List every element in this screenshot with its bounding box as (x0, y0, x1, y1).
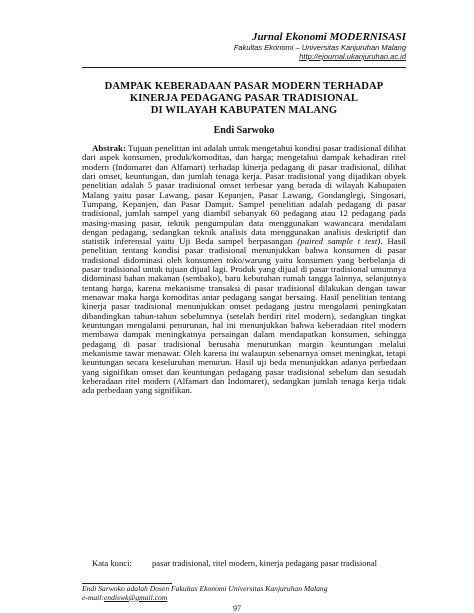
footnote-line-2 (82, 594, 406, 603)
keywords-text: pasar tradisional, ritel modern, kinerja pedagang pasar tradisional (152, 558, 378, 568)
footnote-email-link[interactable]: endiswk@gmail.com (103, 592, 168, 602)
keywords (82, 558, 406, 568)
author-name: Endi Sarwoko (213, 125, 275, 136)
title-line-2: KINERJA PEDAGANG PASAR TRADISIONAL (129, 93, 359, 104)
abstract-text: Tujuan penelitian ini adalah untuk mengetahui kondisi pasar tradisional dilihat dari aspek konsumen, produk/komoditas, dan harga; mengetahui dampak kehadiran ritel modern (Indomaret dan Alfamart) terhadap kinerja pedagang di pasar tradisional, dilihat dari omset, keuntungan, dan jumlah tenaga kerja. Pasar tradisional yang dijadikan obyek penelitian adalah 5 pasar tradisional omset terbesar yang berada di wilayah Kabupaten Malang yaitu pasar Lawang, pasar Kepanjen, Pasar Lawang, Gondanglegi, Singosari, Tumpang, Kepanjen, dan Pasar Dampit. Sampel penelitian adalah pedagang di pasar tradisional, jumlah sampel yang diambil sebanyak 60 pedagang atau 12 pedagang pada masing-masing pasar, teknik pengumpulan data menggunakan wawancara mendalam dengan pedagang, sedangkan teknik analisis data menggunakan analisis deskriptif dan statistik inferensial yaitu Uji Beda sampel berpasangan (82, 143, 406, 247)
footnote-line-1: Endi Sarwoko adalah Dosen Fakultas Ekonomi Universitas Kanjuruhan Malang (82, 584, 328, 593)
journal-header (234, 31, 406, 61)
abstract-label: Abstrak: (92, 143, 126, 153)
abstract-paragraph (82, 144, 406, 395)
abstract-text-continued: . Hasil penelitian tentang kondisi pasar tradisional menunjukkan bahwa konsumen di pasar tradisional didominasi oleh konsumen toko/warung yaitu konsumen yang berbelanja di pasar tradisional untuk tujuan dijual lagi. Produk yang dijual di pasar tradisional umumnya didominasi bahan makanan (sembako), baru kebutuhan rumah tangga lainnya, selanjutnya tentang harga, karena mekanisme transaksi di pasar tradisional dilakukan dengan tawar menawar maka harga komoditas antar pedagang sangat bersaing. Hasil penelitian tentang kinerja pasar tradisional menunjukkan omset pedagang justru mengalami peningkatan dibandingkan tahun-tahun sebelumnya (setelah berdiri ritel modern), sedangkan tingkat keuntungan mengalami penurunan, hal ini menunjukkan bahwa keberadaan ritel modern membawa dampak meningkatnya persaingan dalam mendapatkan konsumen, sehingga pedagang di pasar tradisional berusaha menurunkan margin keuntungan melalui mekanisme tawar menawar. Oleh karena itu walaupun sebenarnya omset meningkat, tetapi keuntungan secara keseluruhan menurun. Hasil uji beda menunjukkan adanya perbedaan yang signifikan omset dan keuntungan pedagang pasar tradisional sebelum dan sesudah keberadaan ritel modern (Alfamart dan Indomaret), sedangkan jumlah tenaga kerja tidak ada perbedaan yang signifikan. (82, 236, 407, 396)
page-number: 97 (233, 604, 241, 613)
header-divider (82, 67, 406, 68)
journal-faculty: Fakultas Ekonomi – Universitas Kanjuruhan Malang (233, 43, 406, 52)
title-line-1: DAMPAK KEBERADAAN PASAR MODERN TERHADAP (104, 81, 384, 92)
keywords-label: Kata kunci: (92, 558, 132, 568)
paper-title (82, 81, 406, 117)
journal-url-link[interactable]: http://ejournal.ukanjuruhan.ac.id (299, 52, 406, 61)
footnote (82, 585, 406, 602)
abstract-italic-term: (paired sample t test) (297, 236, 381, 247)
footnote-email-prefix: e-mail: (82, 592, 104, 602)
journal-name: Jurnal Ekonomi MODERNISASI (251, 31, 406, 43)
title-line-3: DI WILAYAH KABUPATEN MALANG (150, 105, 338, 116)
